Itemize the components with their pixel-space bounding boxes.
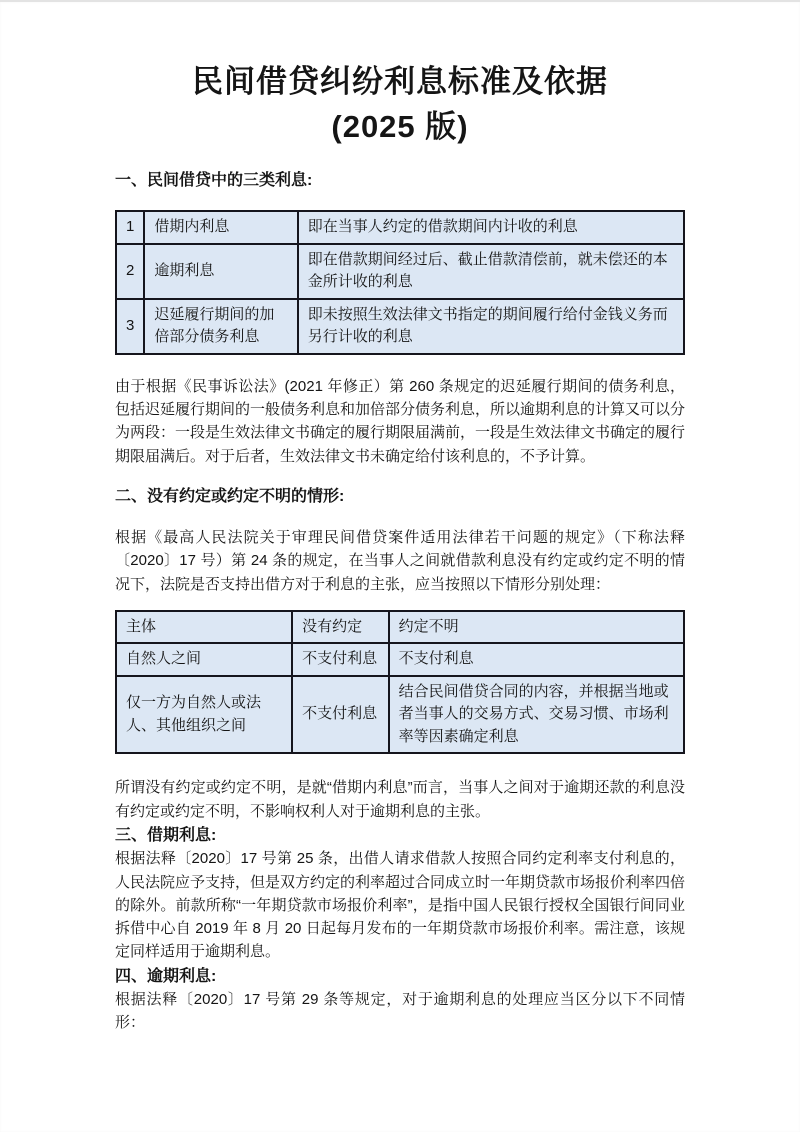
table-cell-desc: 即未按照生效法律文书指定的期间履行给付金钱义务而另行计收的利息 [298,299,684,354]
document-subtitle: (2025 版) [331,108,469,144]
table-cell-desc: 即在借款期间经过后、截止借款清偿前，就未偿还的本金所计收的利息 [298,244,684,299]
section-1-paragraph: 由于根据《民事诉讼法》(2021 年修正）第 260 条规定的迟延履行期间的债务利息，包括迟延履行期间的一般债务利息和加倍部分债务利息，所以逾期利息的计算又可以分为两段：一段是生效法律文书确定的履行期限届满前，一段是生效法律文书确定的履行期限届满后。对于后者，生效法律文书未确定给付该利息的，不予计算。 [115,377,686,465]
table-cell-name: 逾期利息 [144,244,297,299]
table-cell-num: 1 [116,211,144,244]
table-row [116,299,684,354]
table-cell-no-agreement: 不支付利息 [292,643,389,676]
section-2-note: 所谓没有约定或约定不明，是就“借期内利息”而言，当事人之间对于逾期还款的利息没有约定或约定不明，不影响权利人对于逾期利息的主张。 [115,779,685,820]
table-row [116,244,684,299]
table-cell-unclear: 不支付利息 [389,643,684,676]
table-header-no-agreement: 没有约定 [292,611,389,644]
table-header-row [116,611,684,644]
agreement-cases-table [115,610,685,755]
section-2-heading: 二、没有约定或约定不明的情形: [115,487,345,505]
section-3-paragraph: 根据法释〔2020〕17 号第 25 条，出借人请求借款人按照合同约定利率支付利息的，人民法院应予支持，但是双方约定的利率超过合同成立时一年期贷款市场报价利率四倍的除外。前款所称“一年期贷款市场报价利率”，是指中国人民银行授权全国银行间同业拆借中心自 2019 年 8 月 20 日起每月发布的一年期贷款市场报价利率。需注意，该规定同样适用于逾期利息。 [115,850,686,961]
table-row [116,676,684,754]
table-cell-subject: 仅一方为自然人或法人、其他组织之间 [116,676,292,754]
table-cell-name: 借期内利息 [144,211,297,244]
section-4-paragraph: 根据法释〔2020〕17 号第 29 条等规定，对于逾期利息的处理应当区分以下不同情形： [115,990,685,1032]
section-3-heading: 三、借期利息: [115,826,217,844]
document-content [0,2,800,1034]
table-cell-num: 3 [116,299,144,354]
table-cell-num: 2 [116,244,144,299]
table-row [116,211,684,244]
table-cell-subject: 自然人之间 [116,643,292,676]
section-1-heading: 一、民间借贷中的三类利息: [115,171,313,189]
table-row [116,643,684,676]
document-title: 民间借贷纠纷利息标准及依据 [192,64,608,99]
table-header-unclear: 约定不明 [389,611,684,644]
table-cell-unclear: 结合民间借贷合同的内容，并根据当地或者当事人的交易方式、交易习惯、市场利率等因素确定利息 [389,676,684,754]
table-cell-name: 迟延履行期间的加倍部分债务利息 [144,299,297,354]
section-2-paragraph: 根据《最高人民法院关于审理民间借贷案件适用法律若干问题的规定》（下称法释〔2020〕17 号）第 24 条的规定，在当事人之间就借款利息没有约定或约定不明的情况下，法院是否支持出借方对于利息的主张，应当按照以下情形分别处理： [115,529,685,593]
table-cell-desc: 即在当事人约定的借款期间内计收的利息 [298,211,684,244]
section-4-heading: 四、逾期利息: [115,967,217,985]
table-cell-no-agreement: 不支付利息 [292,676,389,754]
table-header-subject: 主体 [116,611,292,644]
interest-types-table [115,210,685,355]
